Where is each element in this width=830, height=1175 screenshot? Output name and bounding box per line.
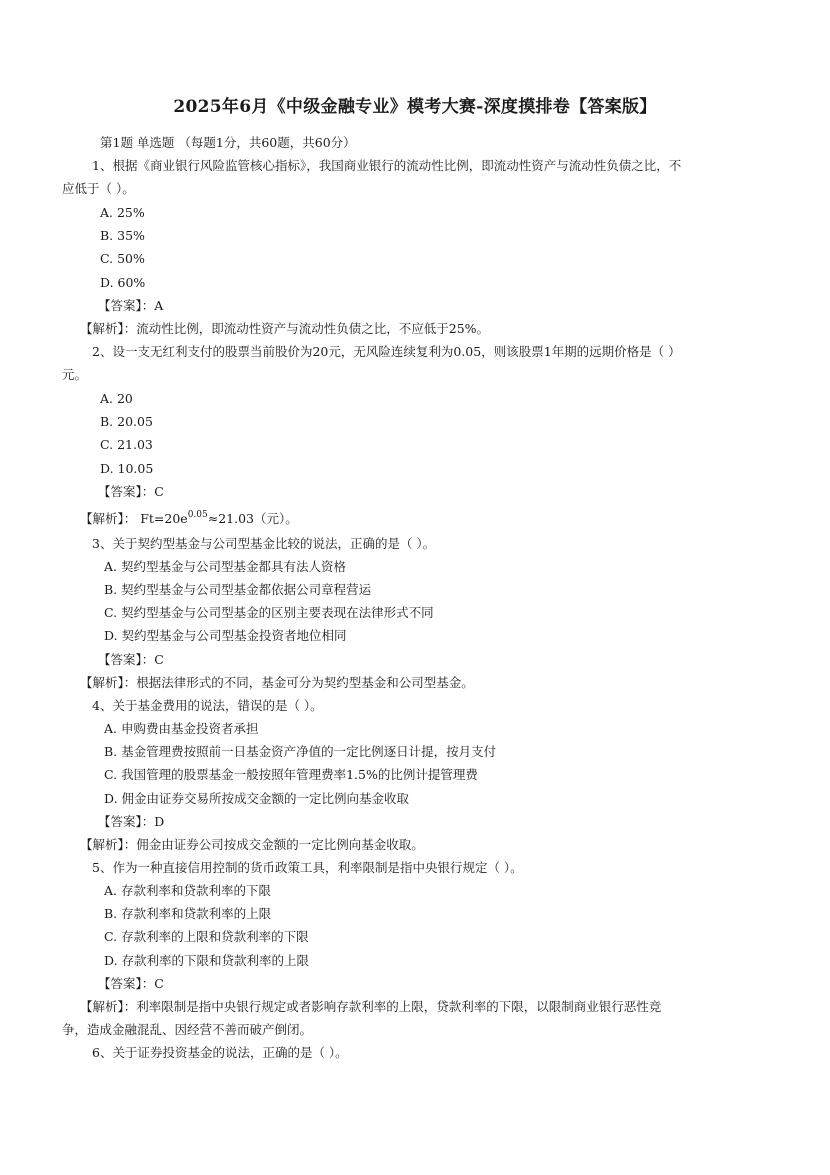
question-1-stem: 1、根据《商业银行风险监管核心指标》，我国商业银行的流动性比例，即流动性资产与流动性负债之比，不: [92, 158, 682, 173]
question-3-option-b: B. 契约型基金与公司型基金都依据公司章程营运: [104, 582, 372, 597]
question-4-stem: 4、关于基金费用的说法，错误的是（ ）。: [92, 698, 323, 713]
question-1-option-c: C. 50%: [100, 251, 145, 266]
question-2-option-b: B. 20.05: [100, 414, 153, 429]
question-3-option-a: A. 契约型基金与公司型基金都具有法人资格: [104, 559, 346, 574]
question-2-option-a: A. 20: [100, 391, 133, 406]
question-5-option-b: B. 存款利率和贷款利率的上限: [104, 906, 272, 921]
question-6-stem: 6、关于证券投资基金的说法，正确的是（ ）。: [92, 1045, 348, 1060]
section-header: 第1题 单选题 （每题1分，共60题，共60分）: [100, 135, 356, 150]
question-1-option-a: A. 25%: [100, 205, 145, 220]
question-4-option-b: B. 基金管理费按照前一日基金资产净值的一定比例逐日计提，按月支付: [104, 744, 497, 759]
question-2-option-c: C. 21.03: [100, 437, 153, 452]
page-title: 2025年6月《中级金融专业》模考大赛-深度摸排卷【答案版】: [173, 97, 657, 117]
question-3-stem: 3、关于契约型基金与公司型基金比较的说法，正确的是（ ）。: [92, 536, 436, 551]
question-1-option-b: B. 35%: [100, 228, 145, 243]
question-2-stem-cont: 元。: [62, 367, 88, 382]
question-2-analysis: [80, 511, 298, 527]
analysis-suffix: ≈21.03（元）。: [207, 511, 298, 526]
question-3-option-d: D. 契约型基金与公司型基金投资者地位相同: [104, 628, 347, 643]
question-4-option-a: A. 申购费由基金投资者承担: [104, 721, 259, 736]
question-3-analysis: 【解析】：根据法律形式的不同，基金可分为契约型基金和公司型基金。: [80, 675, 474, 690]
question-1-option-d: D. 60%: [100, 275, 146, 290]
question-1-answer: 【答案】：A: [98, 298, 164, 313]
question-1-stem-cont: 应低于（ ）。: [62, 181, 135, 196]
question-5-analysis: 【解析】：利率限制是指中央银行规定或者影响存款利率的上限，贷款利率的下限，以限制商业银行恶性竞: [80, 999, 662, 1014]
question-5-option-d: D. 存款利率的下限和贷款利率的上限: [104, 953, 310, 968]
question-4-option-d: D. 佣金由证券交易所按成交金额的一定比例向基金收取: [104, 791, 410, 806]
question-5-option-c: C. 存款利率的上限和贷款利率的下限: [104, 929, 309, 944]
question-5-option-a: A. 存款利率和贷款利率的下限: [104, 883, 271, 898]
question-4-analysis: 【解析】：佣金由证券公司按成交金额的一定比例向基金收取。: [80, 837, 424, 852]
question-5-analysis-cont: 争，造成金融混乱、因经营不善而破产倒闭。: [62, 1022, 313, 1037]
question-5-stem: 5、作为一种直接信用控制的货币政策工具，利率限制是指中央银行规定（ ）。: [92, 860, 523, 875]
question-3-answer: 【答案】：C: [98, 652, 164, 667]
question-4-option-c: C. 我国管理的股票基金一般按照年管理费率1.5%的比例计提管理费: [104, 767, 478, 782]
question-2-stem: 2、设一支无红利支付的股票当前股价为20元，无风险连续复利为0.05，则该股票1年期的远期价格是（ ）: [92, 344, 681, 359]
exponent: 0.05: [187, 510, 208, 520]
analysis-prefix: 【解析】： Ft=20e: [80, 511, 188, 526]
question-3-option-c: C. 契约型基金与公司型基金的区别主要表现在法律形式不同: [104, 605, 434, 620]
question-2-answer: 【答案】：C: [98, 484, 164, 499]
question-5-answer: 【答案】：C: [98, 976, 164, 991]
question-2-option-d: D. 10.05: [100, 461, 154, 476]
question-1-analysis: 【解析】：流动性比例，即流动性资产与流动性负债之比，不应低于25%。: [80, 321, 490, 336]
question-4-answer: 【答案】：D: [98, 814, 165, 829]
